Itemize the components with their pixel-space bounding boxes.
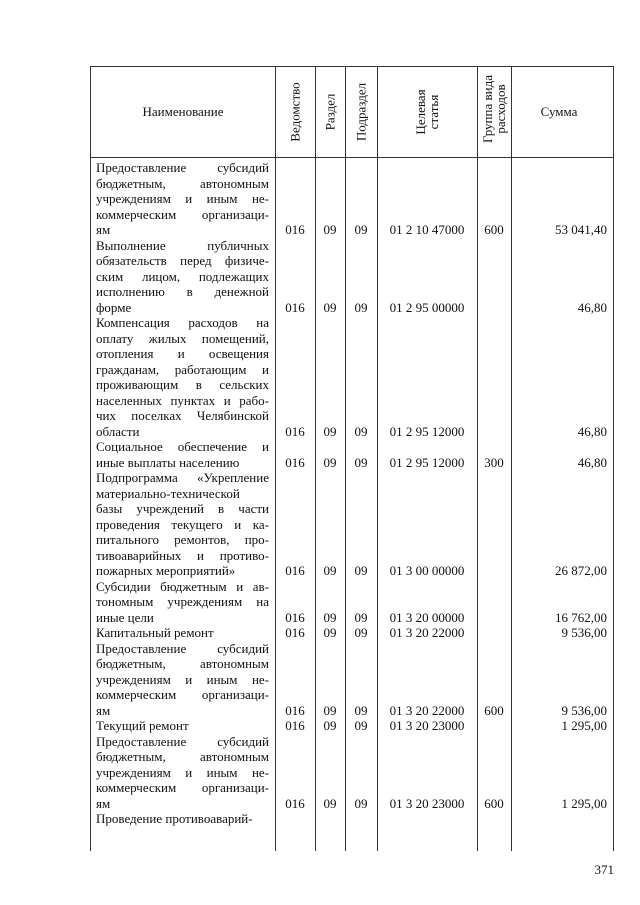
row-subsection: 09: [354, 718, 368, 733]
row-name-line: ям: [96, 702, 111, 718]
table-row: [91, 625, 613, 641]
row-sum: 53 041,40: [555, 222, 607, 237]
row-name-line: оплату жилых помещений,: [96, 330, 269, 346]
row-name-line: бюджетным, автономным: [96, 749, 269, 764]
row-name: [91, 315, 275, 439]
row-name-line: коммерческим организаци-: [96, 206, 269, 222]
header-divider: [91, 157, 613, 158]
row-name-line: учреждениям и иным не-: [96, 764, 269, 780]
row-target-article: 01 3 00 00000: [389, 563, 465, 578]
row-section: 09: [323, 702, 337, 718]
row-name: [91, 625, 275, 641]
row-name-line: иные цели: [96, 609, 154, 625]
row-target-article: 01 3 20 00000: [389, 609, 465, 625]
row-name-line: Подпрограмма «Укрепление: [96, 470, 269, 485]
row-name: [91, 579, 275, 626]
row-subsection: 09: [354, 299, 368, 315]
row-name-line: Предоставление субсидий: [96, 733, 269, 749]
row-sum: 46,80: [577, 454, 607, 470]
row-name-line: Предоставление субсидий: [96, 160, 269, 175]
row-sum: 9 536,00: [561, 625, 607, 640]
row-target-article: 01 3 20 23000: [389, 795, 465, 811]
row-target-article: 01 2 95 12000: [389, 454, 465, 470]
row-sum: 46,80: [577, 423, 607, 439]
row-subsection: 09: [354, 423, 368, 439]
row-name-line: пожарных мероприятий»: [96, 563, 236, 578]
row-subsection: 09: [354, 702, 368, 718]
row-name-line: отопления и освещения: [96, 346, 269, 361]
row-name-line: питального ремонтов, про-: [96, 532, 269, 547]
row-name: [91, 734, 275, 812]
row-name-line: проживающим в сельских: [96, 377, 269, 392]
table-row: [91, 734, 613, 812]
row-sum: 46,80: [577, 299, 607, 315]
row-department: 016: [285, 454, 305, 470]
table-row: [91, 160, 613, 238]
row-name-line: проведения текущего и ка-: [96, 516, 269, 532]
row-target-article: 01 3 20 23000: [389, 718, 465, 733]
row-section: 09: [323, 563, 337, 578]
row-sum: 26 872,00: [555, 563, 607, 578]
row-target-article: 01 2 10 47000: [389, 222, 465, 237]
row-name-line: базы учреждений в части: [96, 501, 269, 516]
row-name-line: населенных пунктах и рабо-: [96, 392, 269, 408]
row-name-line: иные выплаты населению: [96, 454, 240, 470]
page-number: 371: [594, 862, 614, 877]
row-name-line: Выполнение публичных: [96, 237, 269, 253]
header-subsection: Подраздел: [353, 82, 369, 142]
row-name-line: бюджетным, автономным: [96, 656, 269, 671]
row-name: [91, 238, 275, 316]
table-row: [91, 470, 613, 579]
row-name-line: чих поселках Челябинской: [96, 408, 269, 423]
row-target-article: 01 2 95 00000: [389, 299, 465, 315]
row-section: 09: [323, 299, 337, 315]
row-expense-group: 300: [484, 454, 504, 470]
row-section: 09: [323, 609, 337, 625]
row-name-line: Капитальный ремонт: [96, 625, 214, 640]
row-department: 016: [285, 423, 305, 439]
row-section: 09: [323, 222, 337, 237]
header-target-article: Целевая статья: [413, 89, 441, 135]
row-name-line: материально-технической: [96, 485, 240, 501]
row-subsection: 09: [354, 795, 368, 811]
row-name-line: обязательств перед физиче-: [96, 253, 269, 268]
row-subsection: 09: [354, 625, 368, 640]
row-name-line: коммерческим организаци-: [96, 780, 269, 795]
row-name: [91, 160, 275, 238]
row-name-line: коммерческим организаци-: [96, 687, 269, 702]
header-department: Ведомство: [287, 82, 303, 142]
row-department: 016: [285, 702, 305, 718]
header-section: Раздел: [322, 93, 338, 131]
row-name: [91, 439, 275, 470]
row-name: [91, 470, 275, 579]
row-name-line: Текущий ремонт: [96, 718, 189, 733]
row-department: 016: [285, 222, 305, 237]
row-name: [91, 718, 275, 734]
row-department: 016: [285, 718, 305, 733]
row-name-line: учреждениям и иным не-: [96, 671, 269, 687]
row-expense-group: 600: [484, 222, 504, 237]
table-body: [91, 160, 613, 827]
row-name: [91, 641, 275, 719]
row-sum: 1 295,00: [561, 718, 607, 733]
header-expense-group: Группа вида расходов: [480, 75, 508, 143]
row-subsection: 09: [354, 454, 368, 470]
row-name-line: ям: [96, 795, 111, 811]
row-department: 016: [285, 625, 305, 640]
row-sum: 16 762,00: [555, 609, 607, 625]
row-section: 09: [323, 718, 337, 733]
row-expense-group: 600: [484, 795, 504, 811]
table-row: [91, 439, 613, 470]
row-name-line: ским лицом, подлежащих: [96, 268, 269, 284]
row-name-line: форме: [96, 299, 132, 315]
table-row: [91, 238, 613, 316]
row-sum: 9 536,00: [561, 702, 607, 718]
table-row: [91, 641, 613, 719]
row-department: 016: [285, 795, 305, 811]
table-row: [91, 315, 613, 439]
header-sum: Сумма: [540, 104, 578, 119]
row-subsection: 09: [354, 222, 368, 237]
row-section: 09: [323, 454, 337, 470]
row-department: 016: [285, 299, 305, 315]
row-name-line: гражданам, работающим и: [96, 361, 269, 377]
row-target-article: 01 3 20 22000: [389, 625, 465, 640]
row-section: 09: [323, 625, 337, 640]
table-row: [91, 718, 613, 734]
row-name-line: тономным учреждениям на: [96, 594, 269, 609]
row-name-line: Компенсация расходов на: [96, 315, 269, 330]
row-name-line: тивоаварийных и противо-: [96, 547, 269, 563]
row-name-line: исполнению в денежной: [96, 284, 269, 299]
header-name: Наименование: [142, 104, 224, 119]
row-name: [91, 811, 275, 827]
row-sum: 1 295,00: [561, 795, 607, 811]
row-name-line: учреждениям и иным не-: [96, 191, 269, 206]
row-department: 016: [285, 563, 305, 578]
row-name-line: бюджетным, автономным: [96, 175, 269, 191]
row-name-line: Проведение противоаварий-: [96, 811, 253, 826]
row-section: 09: [323, 423, 337, 439]
row-name-line: Социальное обеспечение и: [96, 439, 269, 454]
row-subsection: 09: [354, 609, 368, 625]
row-department: 016: [285, 609, 305, 625]
row-subsection: 09: [354, 563, 368, 578]
row-target-article: 01 3 20 22000: [389, 702, 465, 718]
table-row: [91, 811, 613, 827]
row-name-line: Субсидии бюджетным и ав-: [96, 578, 269, 594]
budget-table: [90, 66, 614, 851]
row-name-line: ям: [96, 222, 111, 237]
row-name-line: Предоставление субсидий: [96, 640, 269, 656]
row-target-article: 01 2 95 12000: [389, 423, 465, 439]
table-row: [91, 579, 613, 626]
row-expense-group: 600: [484, 702, 504, 718]
row-name-line: области: [96, 423, 140, 439]
row-section: 09: [323, 795, 337, 811]
